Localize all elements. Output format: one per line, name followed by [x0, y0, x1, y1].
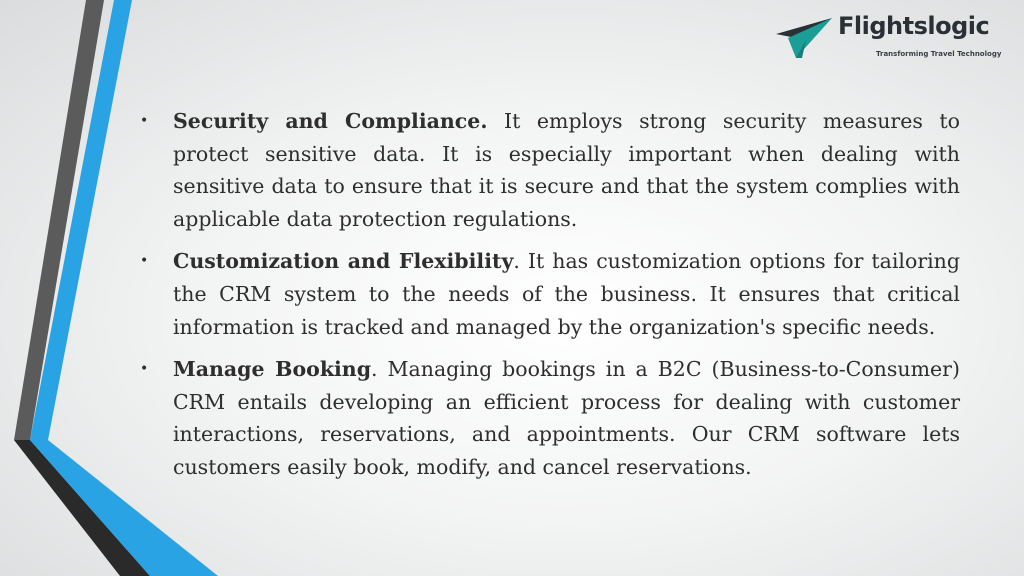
bullet-text: . Managing bookings in a B2C (Business-to-Consumer) CRM entails developing an efficient process for dealing with customer interactions, reservations, and appointments. Our CRM software lets customers easily book, modify, and cancel reservations.	[173, 357, 960, 479]
bullet-item-customization	[140, 245, 960, 343]
brand-tagline: Transforming Travel Technology	[876, 50, 1002, 58]
paper-plane-icon	[776, 16, 834, 60]
bullet-text: It employs strong security measures to protect sensitive data. It is especially important when dealing with sensitive data to ensure that it is secure and that the system complies with applicable data protection regulations.	[173, 109, 960, 231]
bullet-dot: •	[140, 361, 149, 378]
bullet-item-manage-booking	[140, 353, 960, 483]
bullet-title: Manage Booking	[173, 357, 372, 382]
bullet-list	[140, 105, 960, 494]
bullet-dot: •	[140, 253, 149, 270]
bullet-title: Customization and Flexibility	[173, 249, 514, 274]
brand-name: Flightslogic	[838, 12, 990, 40]
bullet-dot: •	[140, 113, 149, 129]
brand-logo	[776, 10, 1006, 66]
bullet-title: Security and Compliance.	[173, 109, 488, 133]
bullet-text: . It has customization options for tailoring the CRM system to the needs of the business. It ensures that critical information is tracked and managed by the organization's specific needs.	[173, 249, 960, 339]
bullet-item-security	[140, 105, 960, 235]
